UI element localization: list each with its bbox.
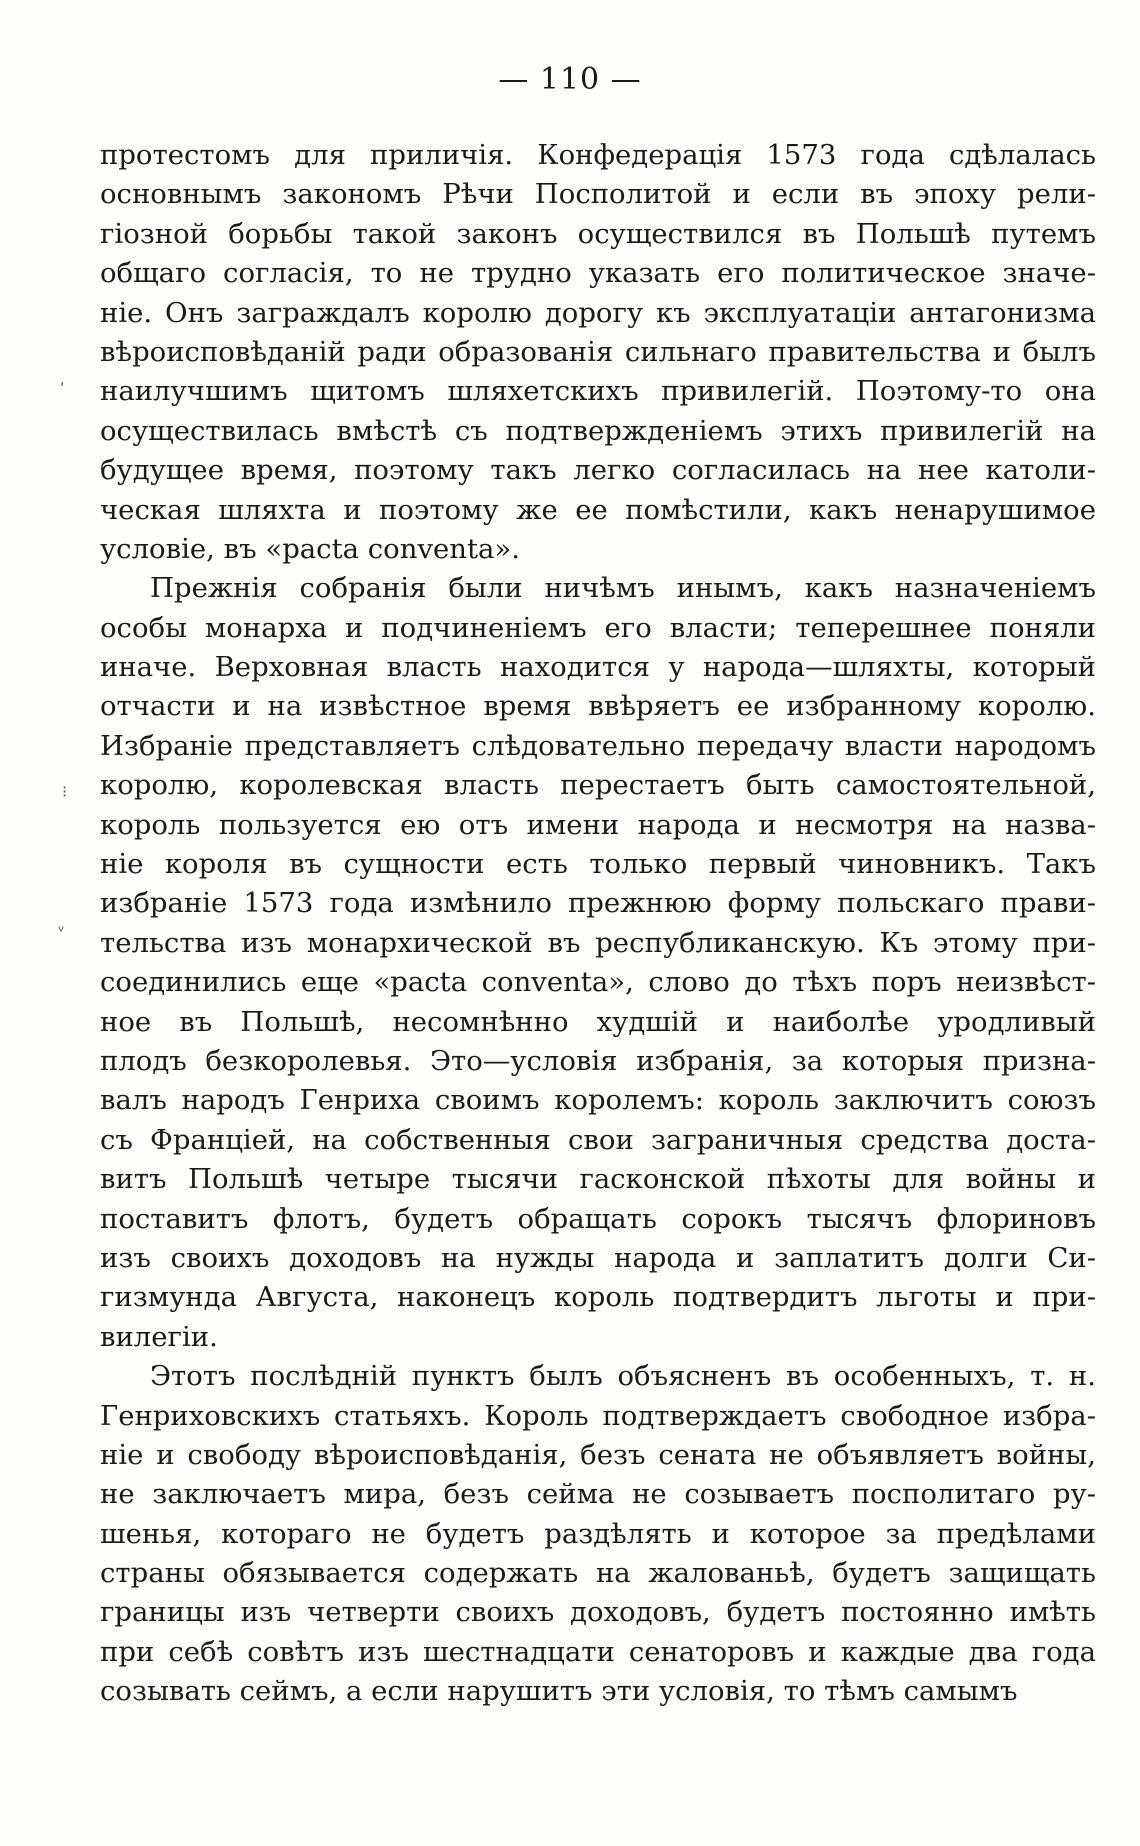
- text-line: будущее время, поэтому такъ легко согласилась на нее католи-: [100, 454, 1096, 487]
- text-line: гіозной борьбы такой законъ осуществился въ Польшѣ путемъ: [100, 217, 1096, 250]
- text-line: ное въ Польшѣ, несомнѣнно худшій и наиболѣе уродливый: [100, 1005, 1096, 1038]
- text-line: ніе короля въ сущности есть только первый чиновникъ. Такъ: [100, 848, 1096, 881]
- text-line: наилучшимъ щитомъ шляхетскихъ привилегій. Поэтому-то она: [100, 375, 1096, 408]
- margin-mark: ⁝: [62, 782, 68, 801]
- text-line: Этотъ послѣдній пунктъ былъ объясненъ въ особенныхъ, т. н.: [150, 1360, 1096, 1393]
- text-line: гизмунда Августа, наконецъ король подтвердитъ льготы и при-: [100, 1281, 1096, 1314]
- text-line: страны обязывается содержать на жалованьѣ, будетъ защищать: [100, 1557, 1096, 1590]
- text-line: особы монарха и подчиненіемъ его власти; теперешнее поняли: [100, 611, 1096, 644]
- text-line: ніе. Онъ заграждалъ королю дорогу къ эксплуатаціи антагонизма: [100, 296, 1096, 329]
- text-line: общаго согласія, то не трудно указать его политическое значе-: [100, 257, 1096, 290]
- text-line: созывать сеймъ, а если нарушитъ эти условія, то тѣмъ самымъ: [100, 1675, 1018, 1708]
- text-line: изъ своихъ доходовъ на нужды народа и заплатитъ долги Си-: [100, 1241, 1096, 1274]
- body-text: [100, 136, 1096, 1712]
- text-line: отчасти и на извѣстное время ввѣряетъ ее избранному королю.: [100, 690, 1096, 723]
- text-line: король пользуется ею отъ имени народа и несмотря на назва-: [100, 808, 1096, 841]
- text-line: границы изъ четверти своихъ доходовъ, будетъ постоянно имѣть: [100, 1596, 1096, 1629]
- margin-mark: ᵛ: [58, 922, 65, 941]
- text-line: витъ Польшѣ четыре тысячи гасконской пѣхоты для войны и: [100, 1163, 1096, 1196]
- paragraph: [100, 1357, 1096, 1712]
- text-line: иначе. Верховная власть находится у народа—шляхты, который: [100, 651, 1096, 684]
- text-line: избраніе 1573 года измѣнило прежнюю форму польскаго прави-: [100, 887, 1096, 920]
- paragraph: [100, 569, 1096, 1357]
- text-line: вѣроисповѣданій ради образованія сильнаго правительства и былъ: [100, 335, 1096, 368]
- text-line: съ Франціей, на собственныя свои заграничныя средства доста-: [100, 1123, 1096, 1156]
- text-line: вилегіи.: [100, 1320, 218, 1353]
- text-line: поставитъ флотъ, будетъ обращать сорокъ тысячъ флориновъ: [100, 1202, 1096, 1235]
- text-line: Генриховскихъ статьяхъ. Король подтверждаетъ свободное избра-: [100, 1399, 1096, 1432]
- text-line: ніе и свободу вѣроисповѣданія, безъ сената не объявляетъ войны,: [100, 1438, 1096, 1471]
- text-line: ческая шляхта и поэтому же ее помѣстили, какъ ненарушимое: [100, 493, 1096, 526]
- text-line: основнымъ закономъ Рѣчи Посполитой и если въ эпоху рели-: [100, 178, 1096, 211]
- text-line: Прежнія собранія были ничѣмъ инымъ, какъ назначеніемъ: [150, 572, 1096, 605]
- text-line: валъ народъ Генриха своимъ королемъ: король заключитъ союзъ: [100, 1084, 1096, 1117]
- paragraph: [100, 136, 1096, 569]
- text-line: протестомъ для приличія. Конфедерація 1573 года сдѣлалась: [100, 139, 1096, 171]
- text-line: не заключаетъ мира, безъ сейма не созываетъ посполитаго ру-: [100, 1478, 1096, 1511]
- page-number: — 110 —: [498, 62, 642, 97]
- text-line: тельства изъ монархической въ республиканскую. Къ этому при-: [100, 926, 1096, 959]
- margin-mark: ʹ: [60, 380, 65, 399]
- text-line: плодъ безкоролевья. Это—условія избранія, за которыя призна-: [100, 1044, 1096, 1077]
- text-line: при себѣ совѣтъ изъ шестнадцати сенаторовъ и каждые два года: [100, 1635, 1096, 1668]
- text-line: королю, королевская власть перестаетъ быть самостоятельной,: [100, 769, 1096, 802]
- text-line: Избраніе представляетъ слѣдовательно передачу власти народомъ: [100, 729, 1096, 762]
- text-line: осуществилась вмѣстѣ съ подтвержденіемъ этихъ привилегій на: [100, 414, 1096, 447]
- text-line: соединились еще «pacta conventa», слово до тѣхъ поръ неизвѣст-: [100, 966, 1096, 999]
- text-line: условіе, въ «pacta conventa».: [100, 532, 520, 565]
- text-line: шенья, котораго не будетъ раздѣлять и которое за предѣлами: [100, 1517, 1096, 1550]
